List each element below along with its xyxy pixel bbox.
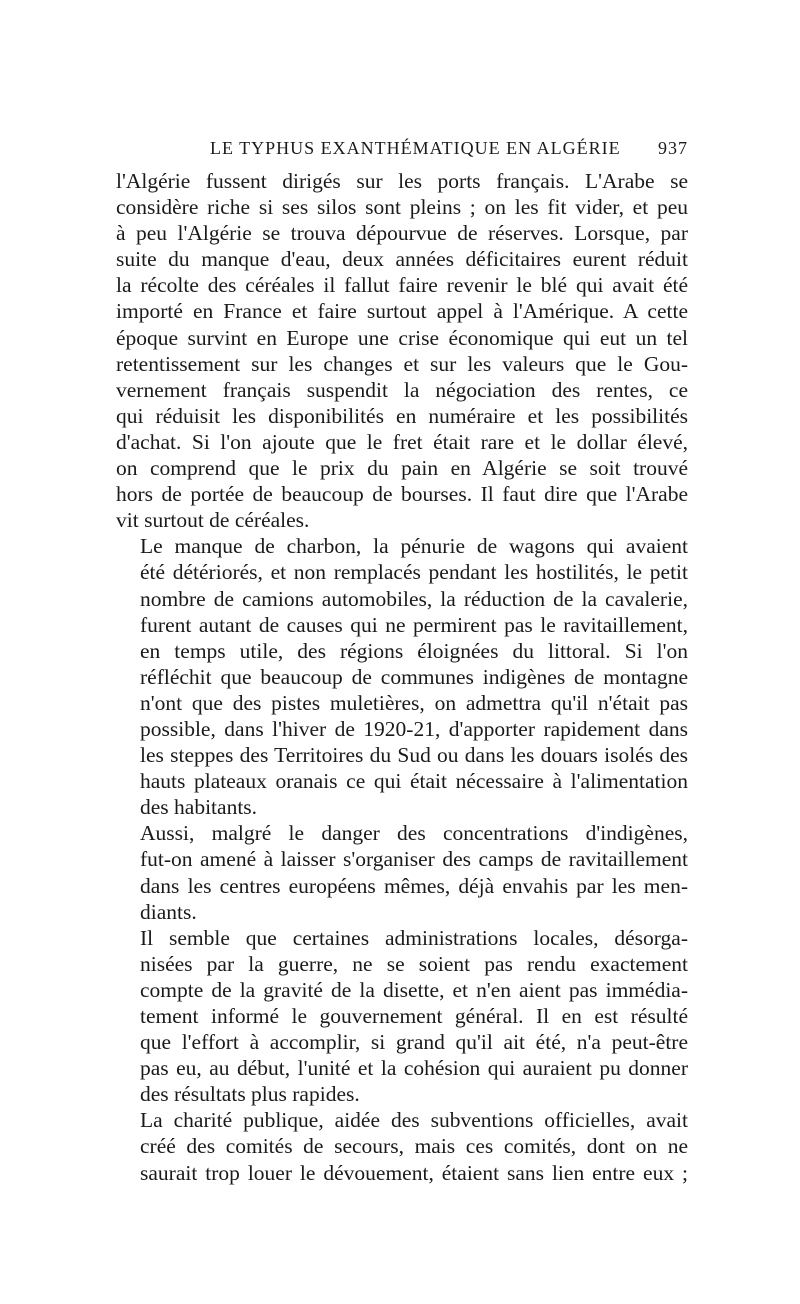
text-line: d'achat. Si l'on ajoute que le fret était rare et le dollar élevé, bbox=[116, 429, 688, 454]
text-line: considère riche si ses silos sont pleins ; on les fit vider, et peu bbox=[116, 195, 688, 220]
text-line: nombre de camions automobiles, la réduction de la cavalerie, bbox=[140, 586, 688, 611]
paragraph bbox=[116, 925, 688, 1108]
text-line: nisées par la guerre, ne se soient pas rendu exactement bbox=[140, 951, 688, 976]
page-number: 937 bbox=[658, 138, 688, 158]
paragraph bbox=[116, 1107, 688, 1185]
text-line: dans les centres européens mêmes, déjà envahis par les men- bbox=[140, 873, 688, 898]
text-line: diants. bbox=[140, 899, 197, 924]
text-line: vit surtout de céréales. bbox=[116, 508, 310, 533]
text-line: La charité publique, aidée des subventions officielles, avait bbox=[140, 1108, 688, 1133]
paragraph bbox=[116, 820, 688, 924]
text-line: fut-on amené à laisser s'organiser des camps de ravitaillement bbox=[140, 847, 688, 872]
text-line: Il semble que certaines administrations locales, désorga- bbox=[140, 925, 688, 950]
text-line: pas eu, au début, l'unité et la cohésion qui auraient pu donner bbox=[140, 1056, 688, 1081]
text-line: vernement français suspendit la négociation des rentes, ce bbox=[116, 377, 688, 402]
text-line: les steppes des Territoires du Sud ou dans les douars isolés des bbox=[140, 743, 688, 768]
text-line: hors de portée de beaucoup de bourses. Il faut dire que l'Arabe bbox=[116, 482, 688, 507]
text-line: importé en France et faire surtout appel à l'Amérique. A cette bbox=[116, 299, 688, 324]
text-line: tement informé le gouvernement général. Il en est résulté bbox=[140, 1004, 688, 1028]
text-line: Le manque de charbon, la pénurie de wagons qui avaient bbox=[140, 534, 688, 559]
text-line: suite du manque d'eau, deux années déficitaires eurent réduit bbox=[116, 247, 688, 272]
text-line: époque survint en Europe une crise économique qui eut un tel bbox=[116, 325, 688, 350]
text-line: on comprend que le prix du pain en Algérie se soit trouvé bbox=[116, 456, 688, 481]
text-line: des résultats plus rapides. bbox=[140, 1082, 360, 1107]
paragraph bbox=[116, 533, 688, 820]
text-line: compte de la gravité de la disette, et n'en aient pas immédia- bbox=[140, 977, 688, 1002]
book-page bbox=[116, 132, 688, 1186]
text-line: en temps utile, des régions éloignées du littoral. Si l'on bbox=[140, 638, 688, 663]
text-line: hauts plateaux oranais ce qui était nécessaire à l'alimentation bbox=[140, 769, 688, 794]
text-line: à peu l'Algérie se trouva dépourvue de réserves. Lorsque, par bbox=[116, 221, 688, 246]
text-line: retentissement sur les changes et sur les valeurs que le Gou- bbox=[116, 351, 688, 376]
paragraph bbox=[116, 168, 688, 533]
text-line: possible, dans l'hiver de 1920-21, d'apporter rapidement dans bbox=[140, 716, 688, 741]
text-line: des habitants. bbox=[140, 795, 258, 820]
text-line: n'ont que des pistes muletières, on admettra qu'il n'était pas bbox=[140, 690, 688, 715]
text-line: que l'effort à accomplir, si grand qu'il ait été, n'a peut-être bbox=[140, 1030, 688, 1055]
text-line: saurait trop louer le dévouement, étaient sans lien entre eux ; bbox=[140, 1160, 688, 1185]
text-line: qui réduisit les disponibilités en numéraire et les possibilités bbox=[116, 403, 688, 428]
text-line: Aussi, malgré le danger des concentrations d'indigènes, bbox=[140, 821, 688, 846]
running-header bbox=[116, 132, 688, 168]
running-title: LE TYPHUS EXANTHÉMATIQUE EN ALGÉRIE bbox=[210, 138, 621, 158]
text-line: l'Algérie fussent dirigés sur les ports français. L'Arabe se bbox=[116, 169, 688, 193]
text-line: la récolte des céréales il fallut faire revenir le blé qui avait été bbox=[116, 273, 688, 298]
text-line: furent autant de causes qui ne permirent pas le ravitaillement, bbox=[140, 612, 688, 637]
text-line: créé des comités de secours, mais ces comités, dont on ne bbox=[140, 1134, 688, 1159]
body-text bbox=[116, 168, 688, 1186]
text-line: réfléchit que beaucoup de communes indigènes de montagne bbox=[140, 664, 688, 689]
text-line: été détériorés, et non remplacés pendant les hostilités, le petit bbox=[140, 560, 688, 585]
